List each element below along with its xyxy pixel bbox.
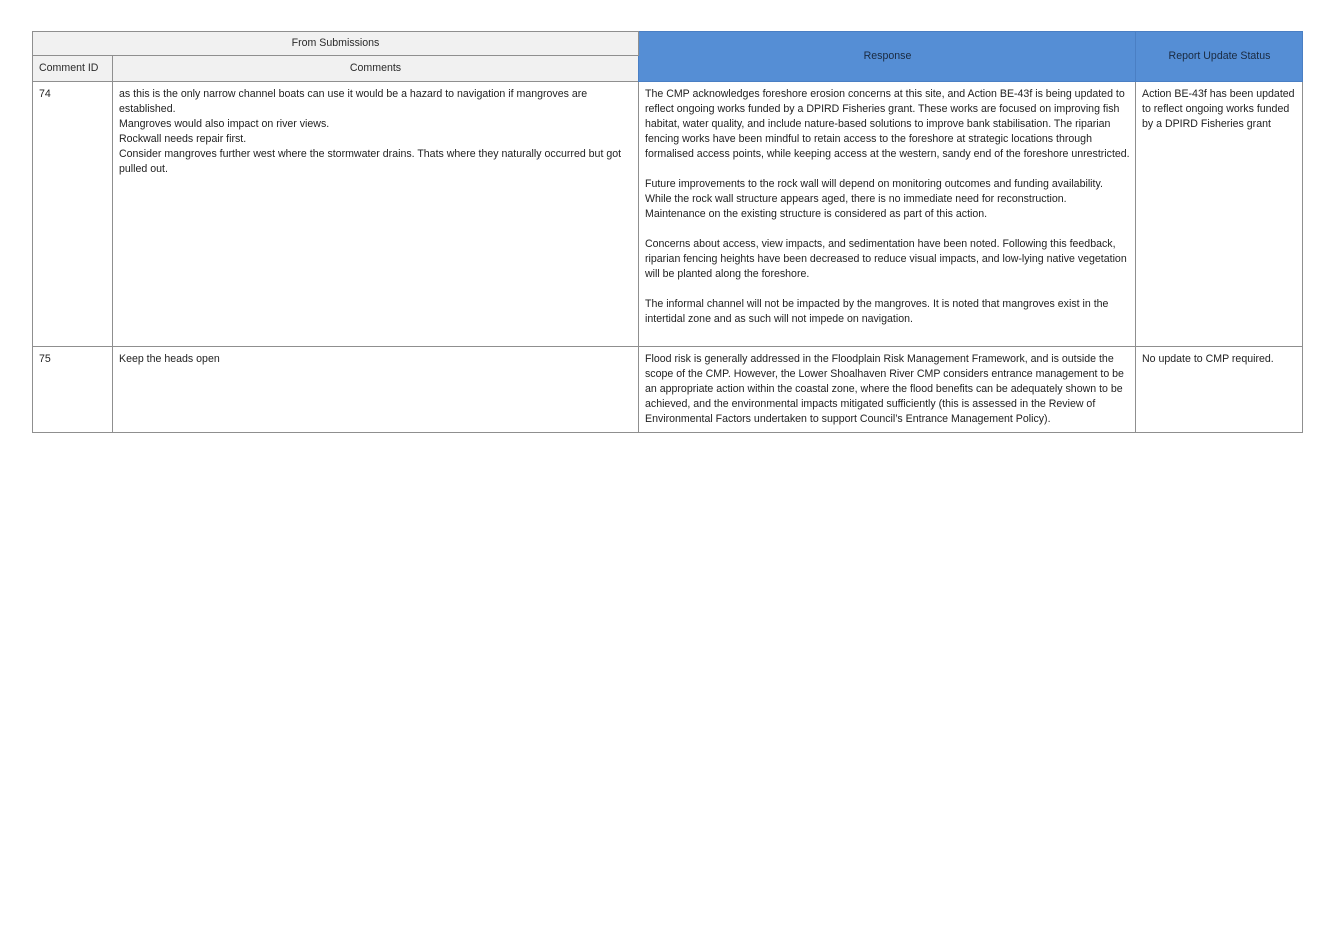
response-cell xyxy=(639,82,1136,347)
report-update-status-header: Report Update Status xyxy=(1136,32,1303,82)
comment-line: Mangroves would also impact on river views. xyxy=(119,118,330,130)
response-paragraph: Flood risk is generally addressed in the Floodplain Risk Management Framework, and is outside the scope of the CMP. However, the Lower Shoalhaven River CMP considers entrance management to be an appropriate action within the coastal zone, where the flood benefits can be adequately shown to be achieved, and the environmental impacts mitigated sufficiently (this is assessed in the Review of Environmental Factors undertaken to support Council’s Entrance Management Policy). xyxy=(645,353,1124,425)
from-submissions-header: From Submissions xyxy=(33,32,639,56)
table-row xyxy=(33,82,1303,347)
comment-line: Rockwall needs repair first. xyxy=(119,133,247,145)
comment-id-cell: 75 xyxy=(33,347,113,433)
comment-line: as this is the only narrow channel boats can use it would be a hazard to navigation if mangroves are established. xyxy=(119,88,588,115)
response-paragraph: Concerns about access, view impacts, and sedimentation have been noted. Following this feedback, riparian fencing heights have been decreased to reduce visual impacts, and low-lying native vegetation will be planted along the foreshore. xyxy=(645,238,1127,280)
response-header: Response xyxy=(639,32,1136,82)
header-row-top xyxy=(33,32,1303,56)
comment-id-header: Comment ID xyxy=(33,56,113,82)
table-row xyxy=(33,347,1303,433)
response-paragraph: The informal channel will not be impacted by the mangroves. It is noted that mangroves exist in the intertidal zone and as such will not impede on navigation. xyxy=(645,298,1109,325)
comments-header: Comments xyxy=(113,56,639,82)
status-cell: No update to CMP required. xyxy=(1136,347,1303,433)
comment-line: Keep the heads open xyxy=(119,353,220,365)
comment-id-cell: 74 xyxy=(33,82,113,347)
comments-cell xyxy=(113,82,639,347)
comment-line: Consider mangroves further west where the stormwater drains. Thats where they naturally occurred but got pulled out. xyxy=(119,148,622,175)
comments-cell xyxy=(113,347,639,433)
response-paragraph: Future improvements to the rock wall will depend on monitoring outcomes and funding availability. While the rock wall structure appears aged, there is no immediate need for reconstruction. Maintenance on the existing structure is considered as part of this action. xyxy=(645,178,1103,220)
status-cell: Action BE-43f has been updated to reflect ongoing works funded by a DPIRD Fisheries grant xyxy=(1136,82,1303,347)
response-paragraph: The CMP acknowledges foreshore erosion concerns at this site, and Action BE-43f is being updated to reflect ongoing works funded by a DPIRD Fisheries grant. These works are focused on improving fish habitat, water quality, and include nature-based solutions to improve bank stabilisation. The riparian fencing works have been mindful to retain access to the foreshore at strategic locations through formalised access points, while keeping access at the western, sandy end of the foreshore unrestricted. xyxy=(645,88,1130,160)
response-cell xyxy=(639,347,1136,433)
submissions-table xyxy=(32,31,1303,433)
